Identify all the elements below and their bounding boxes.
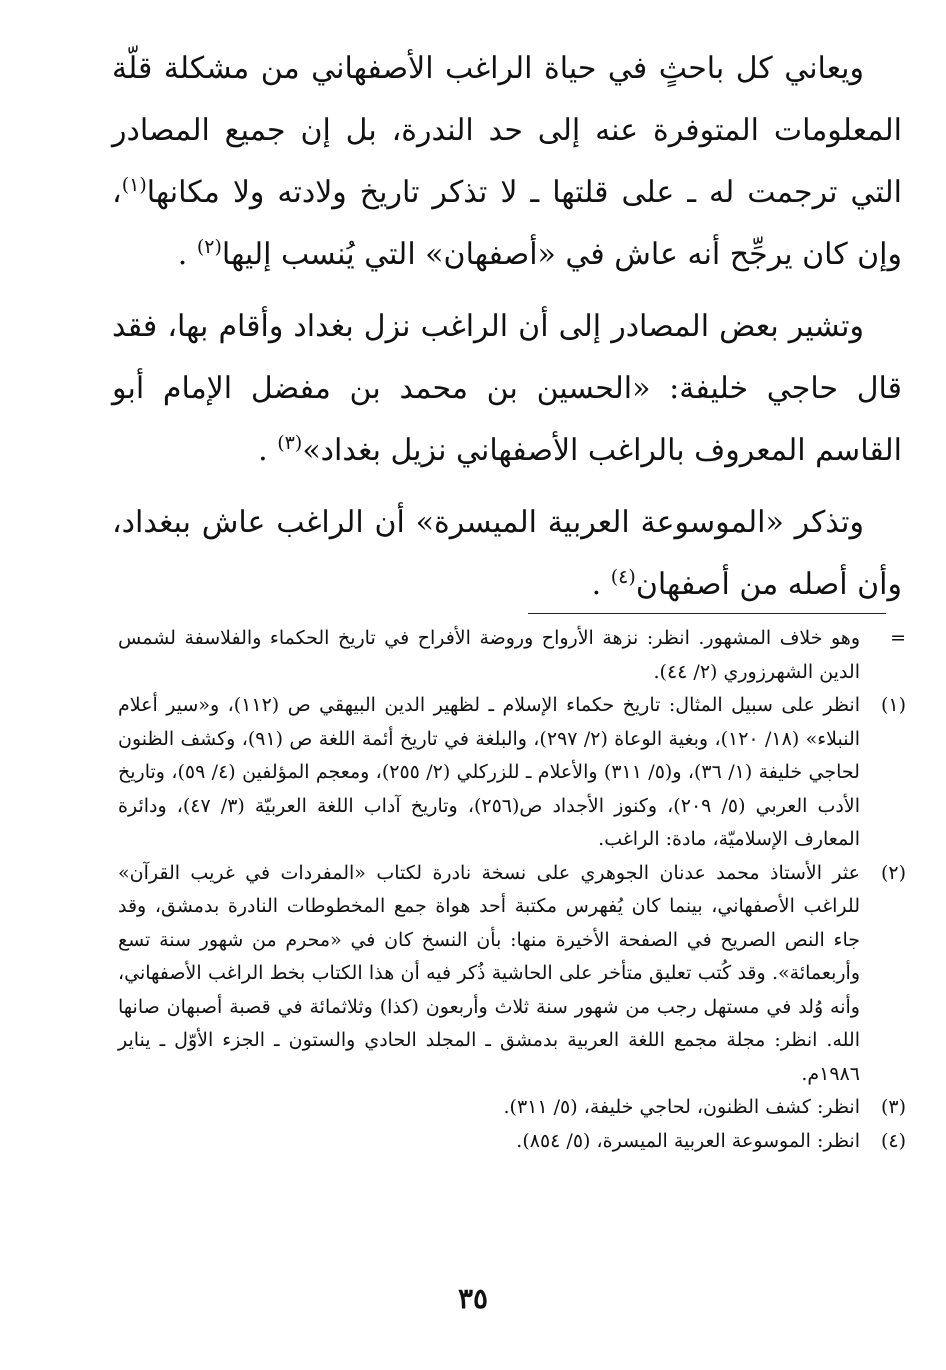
paragraph-3-end: . <box>591 567 602 602</box>
paragraph-1 <box>112 38 902 286</box>
footnote-ref-4[interactable]: (٤) <box>610 566 636 588</box>
footnote-text: انظر: كشف الظنون، لحاجي خليفة، (٥/ ٣١١). <box>503 1096 860 1118</box>
main-text <box>112 38 902 626</box>
paragraph-1-end: . <box>177 237 188 272</box>
paragraph-3 <box>112 492 902 616</box>
footnote-1 <box>118 689 906 857</box>
footnote-ref-1[interactable]: (١) <box>121 174 147 196</box>
footnote-marker: = <box>890 627 906 649</box>
footnote-number: (٣) <box>880 1096 906 1118</box>
paragraph-1-text-continued: ، وإن كان يرجِّح أنه عاش في «أصفهان» التي يُنسب إليها <box>112 175 902 272</box>
footnote-number: (١) <box>880 694 906 716</box>
footnote-text: عثر الأستاذ محمد عدنان الجوهري على نسخة نادرة لكتاب «المفردات في غريب القرآن» للراغب الأصفهاني، بينما كان يُفهرس مكتبة أحد هواة جمع المخطوطات النادرة بدمشق، وقد جاء النص الصريح في الصفحة الأخيرة منها: بأن النسخ كان في «محرم من شهور سنة تسع وأربعمائة». وقد كُتب تعليق متأخر على الحاشية ذُكر فيه أن هذا الكتاب بخط الراغب الأصفهاني، وأنه وُلد في مستهل رجب من شهور سنة ثلاث وأربعون (كذا) وثلاثمائة في قصبة أصبهان صانها الله. انظر: مجلة مجمع اللغة العربية بدمشق ـ المجلد الحادي والستون ـ الجزء الأوّل ـ يناير ١٩٨٦م. <box>118 861 860 1085</box>
footnote-3 <box>118 1091 906 1125</box>
footnote-2 <box>118 857 906 1092</box>
footnote-ref-2[interactable]: (٢) <box>196 236 222 258</box>
footnote-continuation <box>118 622 906 689</box>
footnote-text: انظر على سبيل المثال: تاريخ حكماء الإسلام ـ لظهير الدين البيهقي ص (١١٢)، و«سير أعلام النبلاء» (١٨/ ١٢٠)، وبغية الوعاة (٢/ ٢٩٧)، والبلغة في تاريخ أئمة اللغة ص (٩١)، وكشف الظنون لحاجي خليفة (١/ ٣٦)، و(٥/ ٣١١) والأعلام ـ للزركلي (٢/ ٢٥٥)، ومعجم المؤلفين (٤/ ٥٩)، وتاريخ الأدب العربي (٥/ ٢٠٩)، وكنوز الأجداد ص(٢٥٦)، وتاريخ آداب اللغة العربيّة (٣/ ٤٧)، ودائرة المعارف الإسلاميّة، مادة: الراغب. <box>118 694 861 850</box>
page-number: ٣٥ <box>457 1282 489 1315</box>
footnote-text: وهو خلاف المشهور. انظر: نزهة الأرواح وروضة الأفراح في تاريخ الحكماء والفلاسفة لشمس الدين الشهرزوري (٢/ ٤٤). <box>118 627 860 683</box>
paragraph-3-text: وتذكر «الموسوعة العربية الميسرة» أن الراغب عاش ببغداد، وأن أصله من أصفهان <box>112 505 902 602</box>
footnote-number: (٤) <box>880 1129 906 1152</box>
paragraph-1-text: ويعاني كل باحثٍ في حياة الراغب الأصفهاني من مشكلة قلّة المعلومات المتوفرة عنه إلى حد الندرة، بل إن جميع المصادر التي ترجمت له ـ على قلتها ـ لا تذكر تاريخ ولادته ولا مكانها <box>112 51 902 210</box>
footnote-number: (٢) <box>880 861 906 884</box>
paragraph-2-text: وتشير بعض المصادر إلى أن الراغب نزل بغداد وأقام بها، فقد قال حاجي خليفة: «الحسين بن محمد بن مفضل الإمام أبو القاسم المعروف بالراغب الأصفهاني نزيل بغداد» <box>112 309 902 468</box>
paragraph-2-end: . <box>258 433 268 468</box>
footnote-ref-3[interactable]: (٣) <box>277 432 303 454</box>
footnotes <box>118 622 906 1158</box>
footnote-separator <box>528 613 886 614</box>
footnote-4 <box>118 1125 906 1159</box>
footnote-text: انظر: الموسوعة العربية الميسرة، (٥/ ٨٥٤). <box>516 1129 860 1152</box>
paragraph-2 <box>112 296 902 482</box>
